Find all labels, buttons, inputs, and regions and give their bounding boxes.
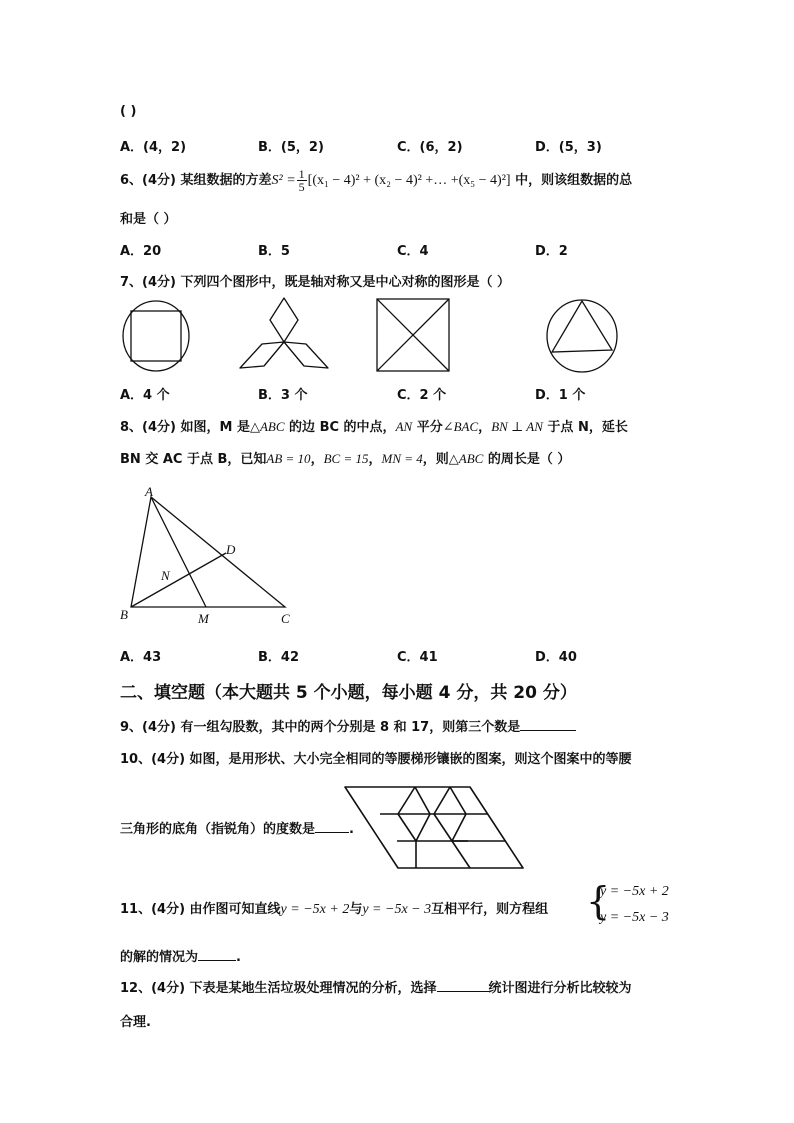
q12-text-a: 12、(4分) 下表是某地生活垃圾处理情况的分析，选择 [120,981,437,996]
q8-text-1e: 于点 N，延长 [542,420,628,435]
q8-label-b: B [120,607,128,622]
q8-text-1d: ， [478,420,492,435]
q11-system-eq1: y = −5x + 2 [600,884,669,899]
q5-option-c: C．(6，2) [397,140,463,155]
q6-option-b: B．5 [258,244,290,259]
q8-bc: BC = 15 [323,451,369,466]
q8-text-1c: 平分 [412,420,443,435]
q11-suffix: 互相平行，则方程组 [431,902,549,917]
q12-line2: 合理. [120,1015,151,1030]
q8-tri-abc: △ABC [249,419,285,434]
q8-label-c: C [281,611,290,626]
q8-line1 [120,416,628,435]
q8-bn-perp: BN ⊥ AN [491,419,543,434]
q6-option-c: C．4 [397,244,429,259]
q6-formula-lhs: S² = [271,173,296,188]
q8-label-d: D [226,542,236,557]
q8-label-n: N [161,568,170,583]
q8-triangle-figure [118,484,298,629]
q6-line1 [120,168,632,193]
q7-option-d: D．1 个 [535,388,586,403]
q8-label-m: M [198,611,209,626]
q11-eq1: y = −5x + 2 [280,902,350,917]
q10-text: 三角形的底角（指锐角）的度数是 [120,822,316,837]
q6-suffix: 中，则该组数据的总 [510,173,633,188]
q7-text: 7、(4分) 下列四个图形中，既是轴对称又是中心对称的图形是（ ） [120,275,511,290]
q8-comma-1: ， [310,452,324,467]
q8-an: AN [395,419,413,434]
q8-ab: AB = 10 [266,451,311,466]
q11-eq2: y = −5x − 3 [362,902,432,917]
q8-text-2a: BN 交 AC 于点 B，已知 [120,452,267,467]
q10-line1: 10、(4分) 如图，是用形状、大小完全相同的等腰梯形镶嵌的图案，则这个图案中的等腰 [120,752,632,767]
q11-answer-blank[interactable] [198,948,236,961]
q8-text-1b: 的边 BC 的中点， [284,420,396,435]
q8-label-a: A [145,484,153,499]
q8-tri-abc-2: △ABC [448,451,484,466]
q8-angle-bac: ∠BAC [442,419,479,434]
q5-tail: ( ) [120,104,137,119]
q7-figure-circle-square [120,300,192,372]
q11-line1 [120,898,548,918]
q6-frac-den: 5 [298,180,305,194]
q8-option-a: A．43 [120,650,162,665]
q5-option-d: D．(5，3) [535,140,602,155]
q6-prefix: 6、(4分) 某组数据的方差 [120,173,272,188]
q8-comma-2: ， [368,452,382,467]
q7-option-b: B．3 个 [258,388,308,403]
q9-line [120,716,576,735]
q8-line2 [120,448,570,467]
q8-text-2b: ，则 [422,452,449,467]
q6-frac-num: 1 [298,167,305,181]
q9-text: 9、(4分) 有一组勾股数，其中的两个分别是 8 和 17，则第三个数是 [120,720,521,735]
q11-end: . [236,950,241,965]
q8-option-c: C．41 [397,650,438,665]
q7-figure-three-rhombi [238,298,330,372]
q11-system-eq2: y = −5x − 3 [600,910,669,925]
q5-option-a: A．(4，2) [120,140,187,155]
q5-option-b: B．(5，2) [258,140,324,155]
q7-option-a: A．4 个 [120,388,170,403]
q8-option-d: D．40 [535,650,577,665]
q9-answer-blank[interactable] [520,718,576,731]
q11-mid: 与 [349,902,363,917]
q12-line1 [120,977,632,996]
q8-mn: MN = 4 [381,451,423,466]
q7-option-c: C．2 个 [397,388,447,403]
q7-figure-circle-triangle [544,298,620,374]
q11-text: 的解的情况为 [120,950,199,965]
q8-text-1a: 8、(4分) 如图，M 是 [120,420,250,435]
q8-text-2c: 的周长是（ ） [483,452,571,467]
q12-answer-blank[interactable] [437,979,489,992]
q10-end: . [349,822,354,837]
q6-fraction [297,168,307,193]
q11-prefix: 11、(4分) 由作图可知直线 [120,902,281,917]
q10-line2 [120,818,354,837]
q12-text-b: 统计图进行分析比较较为 [488,981,632,996]
q6-option-d: D．2 [535,244,568,259]
q6-line2: 和是（ ） [120,212,177,227]
q8-option-b: B．42 [258,650,299,665]
q10-trapezoid-tessellation-figure [342,784,526,870]
q6-formula-rhs: [(x₁ − 4)² + (x₂ − 4)² +… +(x₅ − 4)²] [307,173,511,188]
section2-title: 二、填空题（本大题共 5 个小题，每小题 4 分，共 20 分） [120,683,577,703]
q7-figure-square-diagonals [376,298,450,372]
q6-option-a: A．20 [120,244,162,259]
q11-system-brace: { [586,879,611,923]
q11-line2 [120,946,241,965]
